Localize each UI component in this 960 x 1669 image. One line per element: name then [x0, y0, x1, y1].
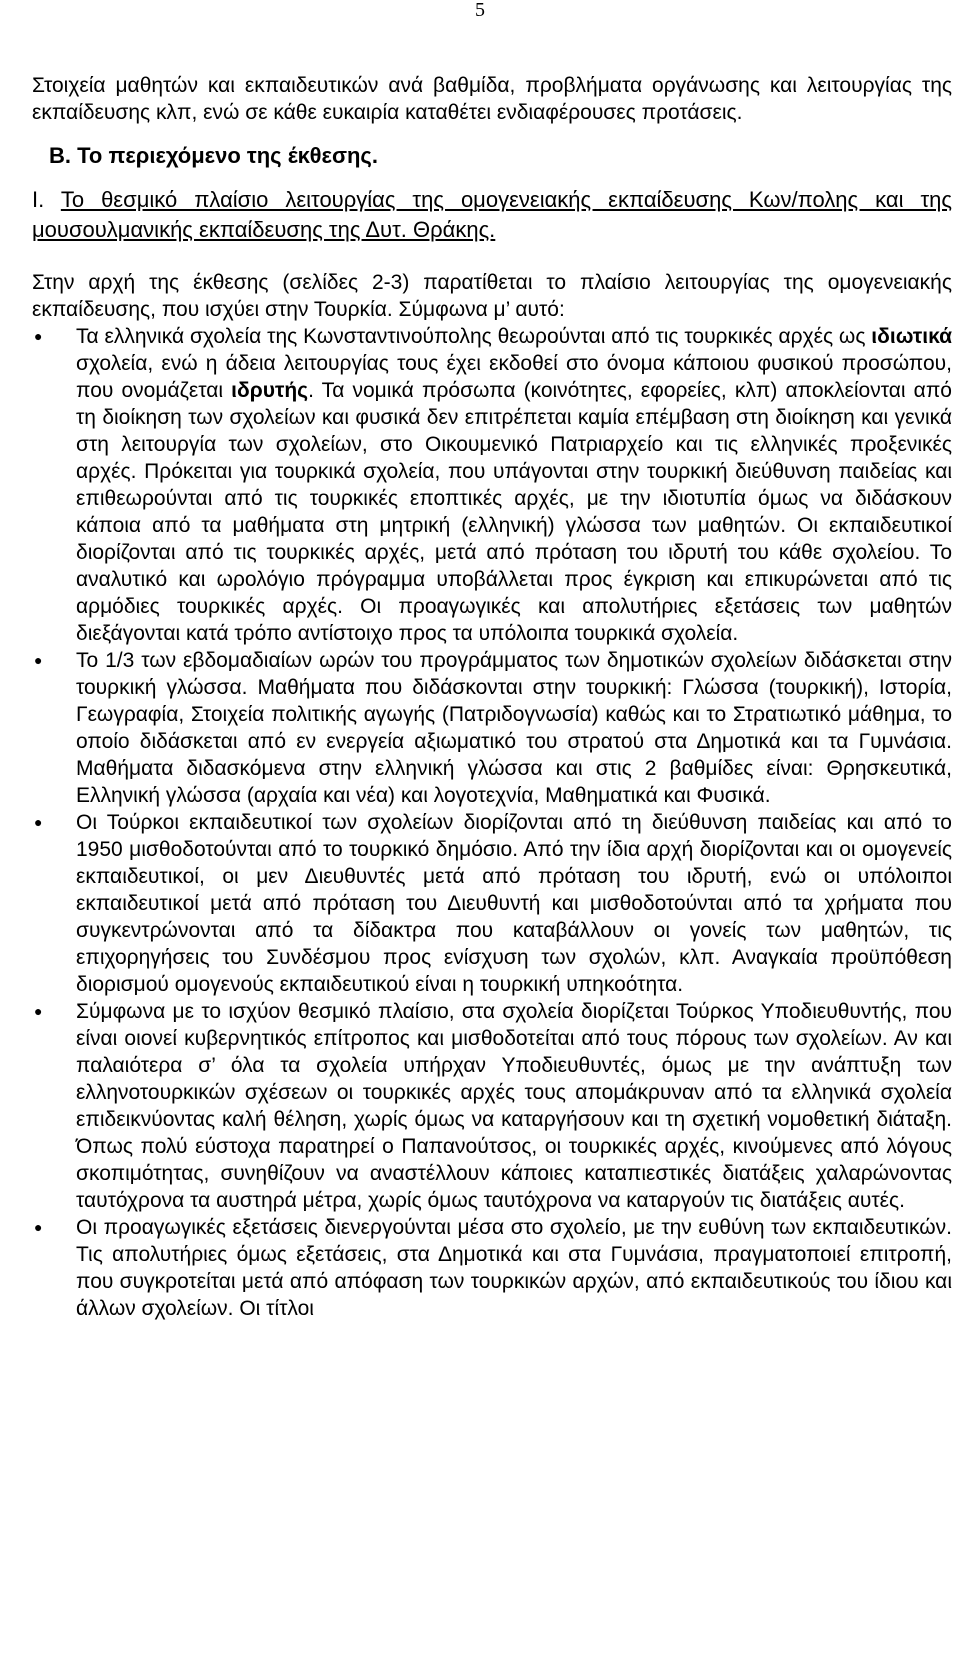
bullet3-text: Οι Τούρκοι εκπαιδευτικοί των σχολείων διορίζονται από τη διεύθυνση παιδείας και από το 1950 μισθοδοτούνται από το τουρκικό δημόσιο. Από την ίδια αρχή διορίζονται και οι ομογενείς εκπαιδευτικοί, οι μεν Διευθυντές μετά από πρόταση του ιδρυτή, ενώ οι υπόλοιποι εκπαιδευτικοί μετά από πρόταση του Διευθυντή και μισθοδοτούνται από τα χρήματα που συγκεντρώνονται από τα δίδακτρα που καταβάλλουν οι γονείς των μαθητών, τις επιχορηγήσεις του Συνδέσμου προς ενίσχυση των σχολών, κλπ. Αναγκαία προϋπόθεση διορισμού ομογενούς εκπαιδευτικού είναι η τουρκική υπηκοότητα. [76, 811, 952, 996]
list-item [32, 1214, 952, 1322]
bullet5-text: Οι προαγωγικές εξετάσεις διενεργούνται μέσα στο σχολείο, με την ευθύνη των εκπαιδευτικών. Τις απολυτήριες όμως εξετάσεις, στα Δημοτικά και στα Γυμνάσια, πραγματοποιεί επιτροπή, που συγκροτείται μετά από απόφαση των τουρκικών αρχών, από εκπαιδευτικούς του ίδιου και άλλων σχολείων. Οι τίτλοι [76, 1216, 952, 1320]
bullet-icon: ● [34, 814, 43, 830]
list-item [32, 998, 952, 1214]
heading-i-prefix: Ι. [32, 187, 61, 212]
bullet1-part3: . Τα νομικά πρόσωπα (κοινότητες, εφορείες, κλπ) αποκλείονται από τη διοίκηση των σχολείων και φυσικά δεν επιτρέπεται καμία επέμβαση στη διοίκηση και γενικά στη λειτουργία των σχολείων, στο Οικουμενικό Πατριαρχείο και τις ελληνικές προξενικές αρχές. Πρόκειται για τουρκικά σχολεία, που υπάγονται στην τουρκική διεύθυνση παιδείας και επιθεωρούνται από τις τουρκικές εποπτικές αρχές, με την ιδιοτυπία όμως να διδάσκουν κάποια από τα μαθήματα στη μητρική (ελληνική) γλώσσα των μαθητών. Οι εκπαιδευτικοί διορίζονται από τις τουρκικές αρχές, μετά από πρόταση του ιδρυτή του κάθε σχολείου. Το αναλυτικό και ωρολόγιο πρόγραμμα υποβάλλεται προς έγκριση και επικυρώνεται από τις αρμόδιες τουρκικές αρχές. Οι προαγωγικές και απολυτήριες εξετάσεις των μαθητών διεξάγονται κατά τρόπο αντίστοιχο προς τα υπόλοιπα τουρκικά σχολεία. [76, 379, 952, 645]
bullet1-bold2: ιδρυτής [231, 379, 309, 402]
list-item [32, 323, 952, 647]
bullet1-part2: σχολεία, ενώ η άδεια λειτουργίας τους έχει εκδοθεί στο όνομα κάποιου φυσικού προσώπου, που ονομάζεται [76, 352, 952, 402]
intro-continuation: Στοιχεία μαθητών και εκπαιδευτικών ανά βαθμίδα, προβλήματα οργάνωσης και λειτουργίας της εκπαίδευσης κλπ, ενώ σε κάθε ευκαιρία καταθέτει ενδιαφέρουσες προτάσεις. [32, 74, 952, 124]
section-heading-i [32, 185, 952, 245]
bullet-icon: ● [34, 1003, 43, 1019]
section-heading-b: Β. Το περιεχόμενο της έκθεσης. [49, 143, 378, 168]
document-body [32, 72, 952, 1322]
bullet4-text: Σύμφωνα με το ισχύον θεσμικό πλαίσιο, στα σχολεία διορίζεται Τούρκος Υποδιευθυντής, που είναι οιονεί κυβερνητικός επίτροπος και μισθοδοτείται από τους πόρους των σχολείων. Αν και παλαιότερα σ’ όλα τα σχολεία υπήρχαν Υποδιευθυντές, όμως με την ανάπτυξη των ελληνοτουρκικών σχέσεων οι τουρκικές αρχές τους απομάκρυναν από τα ελληνικά σχολεία επιδεικνύοντας καλή θέληση, χωρίς όμως να καταργήσουν και τη σχετική νομοθετική διάταξη. Όπως πολύ εύστοχα παρατηρεί ο Παπανούτσος, οι τουρκικές αρχές, κινούμενες από λόγους σκοπιμότητας, συνηθίζουν να αναστέλλουν κάποιες καταπιεστικές διατάξεις χαλαρώνοντας ταυτόχρονα τα αυστηρά μέτρα, χωρίς όμως ταυτόχρονα να καταργούν τις διατάξεις αυτές. [76, 1000, 952, 1212]
bullet1-bold1: ιδιωτικά [871, 325, 952, 348]
bullet-icon: ● [34, 328, 43, 344]
bullet-list [32, 323, 952, 1322]
list-item [32, 809, 952, 998]
page-number: 5 [475, 0, 485, 21]
paragraph-intro: Στην αρχή της έκθεσης (σελίδες 2-3) παρατίθεται το πλαίσιο λειτουργίας της ομογενειακής εκπαίδευσης, που ισχύει στην Τουρκία. Σύμφωνα μ’ αυτό: [32, 271, 952, 321]
heading-i-text: Το θεσμικό πλαίσιο λειτουργίας της ομογενειακής εκπαίδευσης Κων/πολης και της μουσουλμανικής εκπαίδευσης της Δυτ. Θράκης. [32, 187, 952, 242]
list-item [32, 647, 952, 809]
bullet-icon: ● [34, 1219, 43, 1235]
bullet2-text: Το 1/3 των εβδομαδιαίων ωρών του προγράμματος των δημοτικών σχολείων διδάσκεται στην τουρκική γλώσσα. Μαθήματα που διδάσκονται στην τουρκική: Γλώσσα (τουρκική), Ιστορία, Γεωγραφία, Στοιχεία πολιτικής αγωγής (Πατριδογνωσία) καθώς και το Στρατιωτικό μάθημα, το οποίο διδάσκεται από εν ενεργεία αξιωματικό του στρατού στα Δημοτικά και τα Γυμνάσια. Μαθήματα διδασκόμενα στην ελληνική γλώσσα και στις 2 βαθμίδες είναι: Θρησκευτικά, Ελληνική γλώσσα (αρχαία και νέα) και λογοτεχνία, Μαθηματικά και Φυσικά. [76, 649, 952, 807]
bullet1-part1: Τα ελληνικά σχολεία της Κωνσταντινούπολης θεωρούνται από τις τουρκικές αρχές ως [76, 325, 872, 348]
bullet-icon: ● [34, 652, 43, 668]
